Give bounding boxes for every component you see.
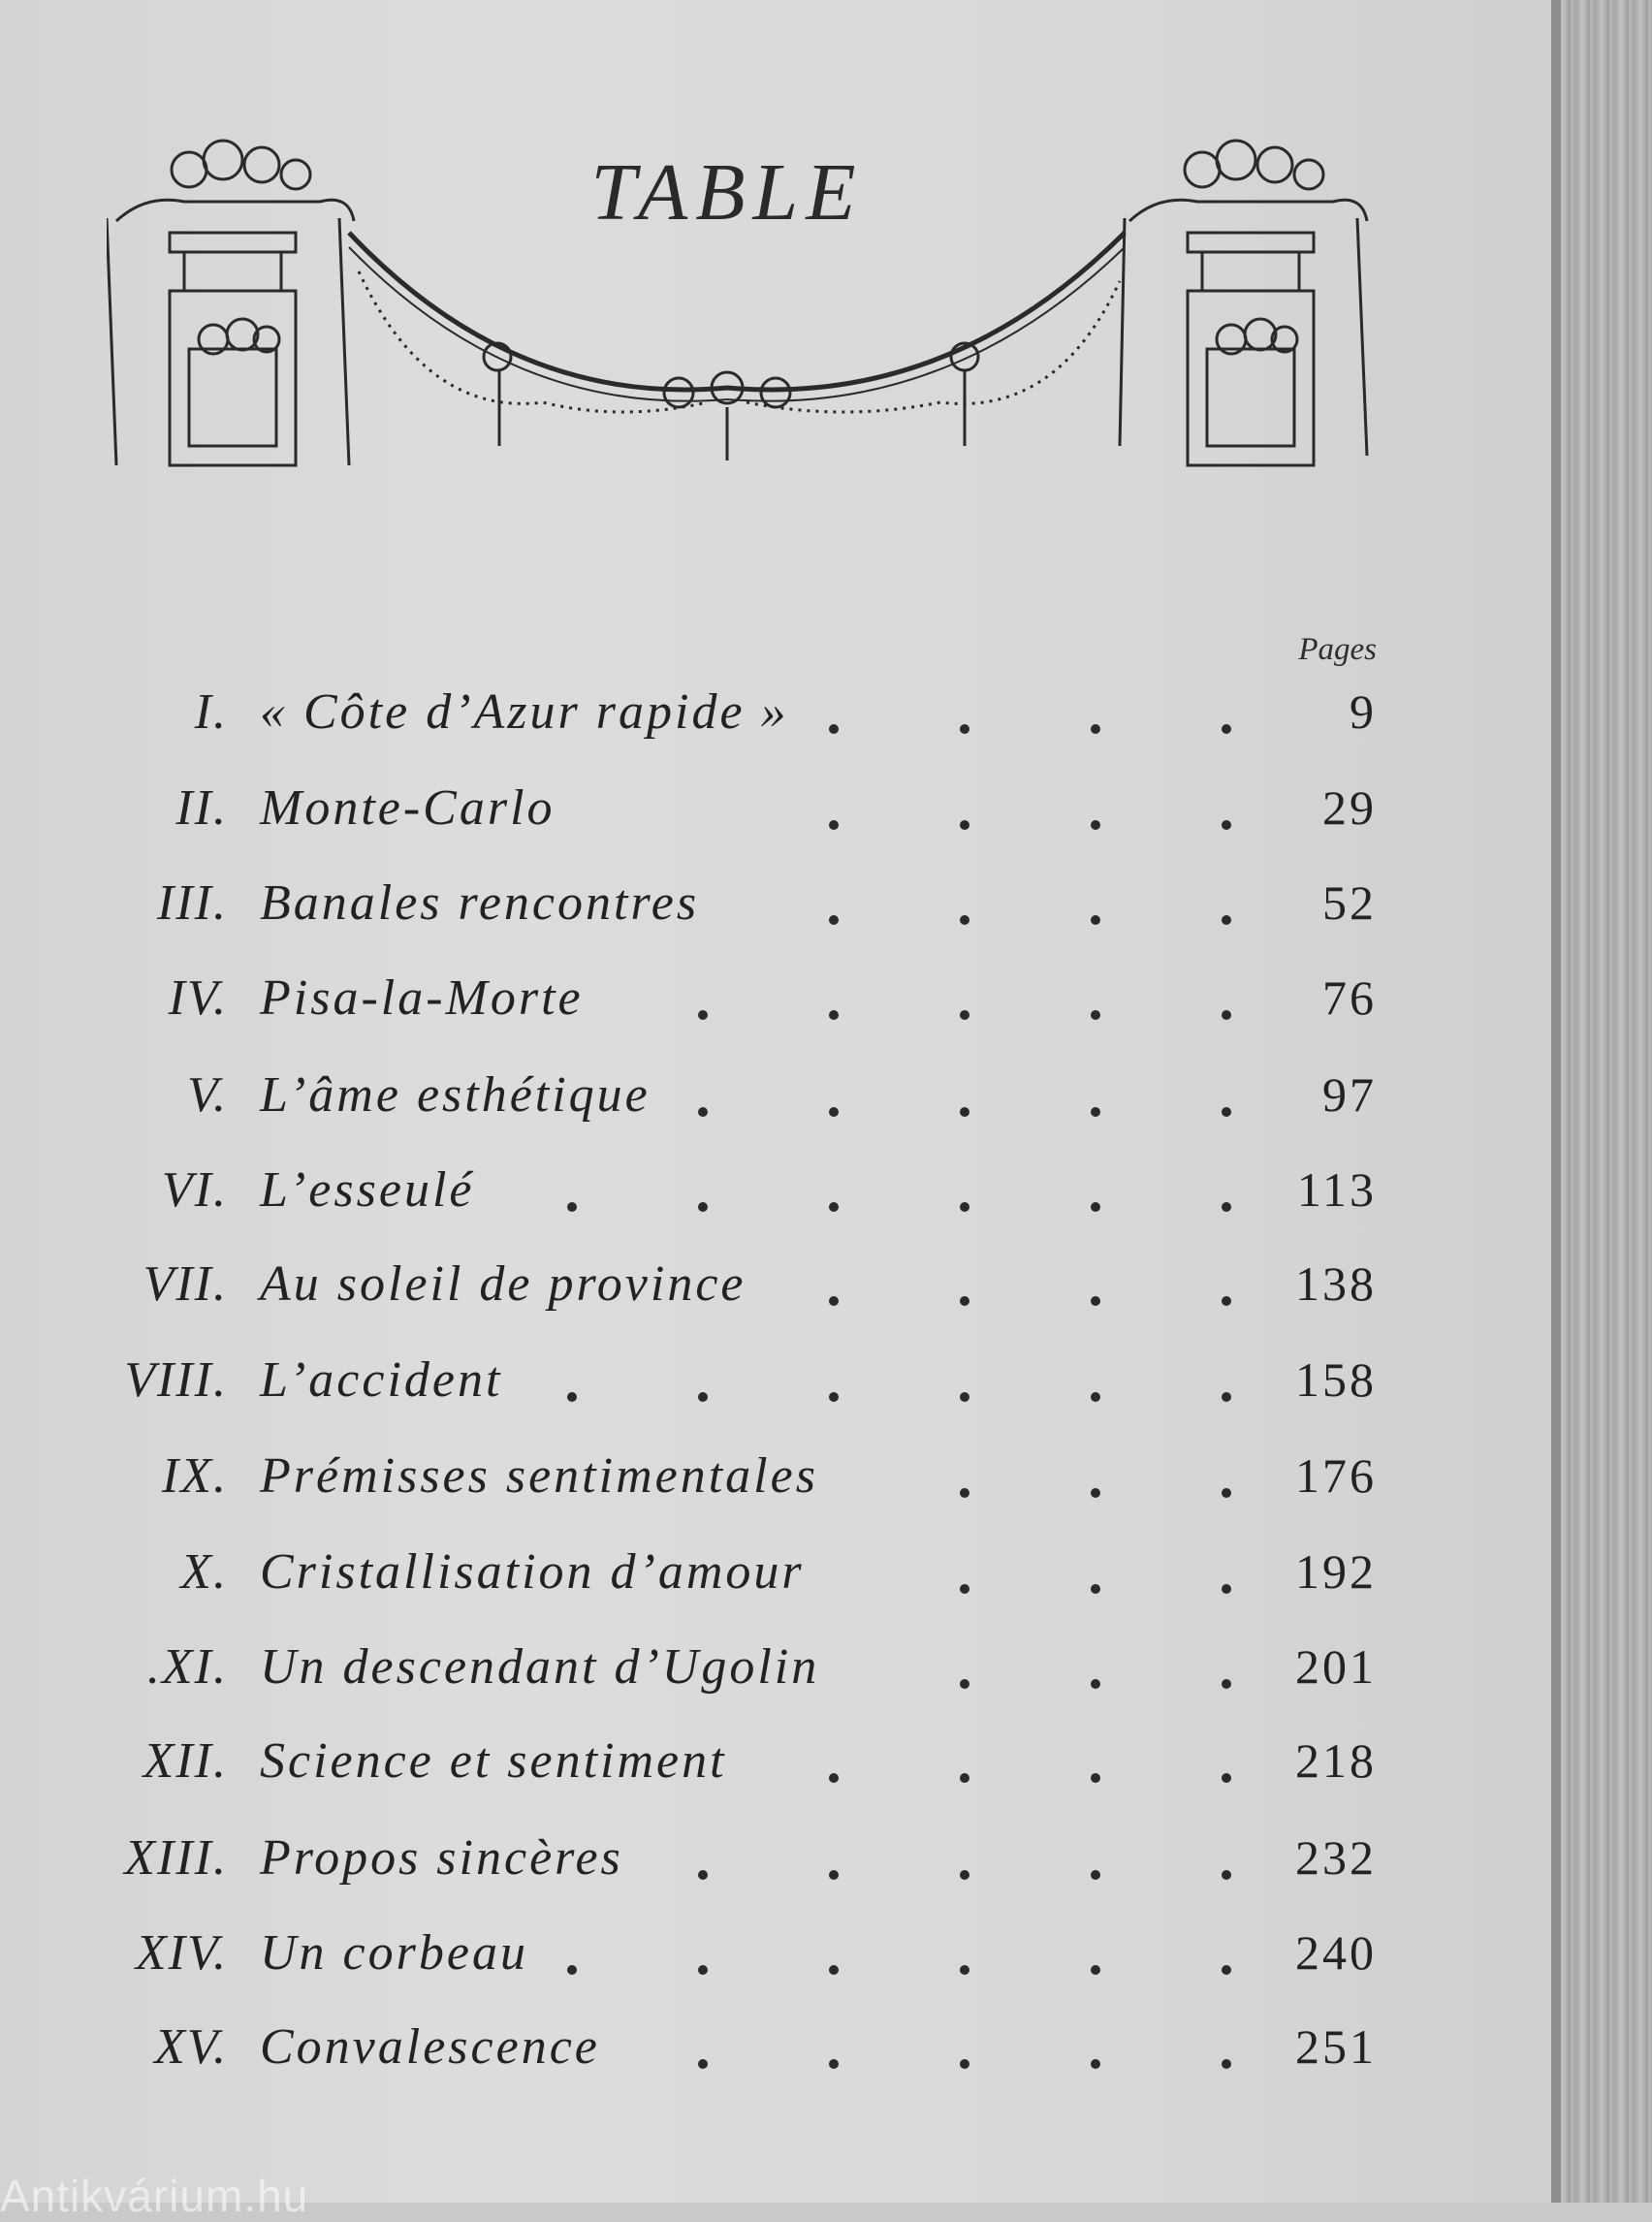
leader-dot — [567, 1392, 577, 1402]
toc-row — [0, 2018, 1551, 2096]
leader-dot — [1222, 1488, 1231, 1498]
chapter-numeral: XII. — [143, 1733, 228, 1789]
leader-dot — [698, 1870, 708, 1880]
toc-row — [0, 683, 1551, 761]
leader-dot — [698, 1010, 708, 1020]
leader-dot — [698, 2059, 708, 2069]
chapter-numeral: VIII. — [124, 1352, 228, 1408]
book-spine — [1551, 0, 1652, 2203]
leader-dot — [829, 820, 839, 830]
toc-row — [0, 1255, 1551, 1333]
chapter-title: « Côte d’Azur rapide » — [260, 684, 789, 740]
leader-dot — [829, 1773, 839, 1783]
chapter-title: Cristallisation d’amour — [260, 1544, 805, 1600]
chapter-numeral: X. — [180, 1544, 228, 1600]
leader-dot — [1222, 1010, 1231, 1020]
toc-row — [0, 1732, 1551, 1810]
leader-dot — [698, 1965, 708, 1975]
chapter-numeral: IX. — [161, 1448, 228, 1504]
chapter-numeral: XIV. — [135, 1925, 228, 1981]
pages-column-label: Pages — [1298, 632, 1377, 667]
page-number: 158 — [1295, 1352, 1377, 1407]
page-number: 201 — [1295, 1639, 1377, 1694]
leader-dot — [1222, 1965, 1231, 1975]
chapter-title: Science et sentiment — [260, 1733, 727, 1789]
leader-dot — [1222, 1202, 1231, 1212]
leader-dot — [1222, 2059, 1231, 2069]
toc-row — [0, 779, 1551, 857]
leader-dot — [960, 1773, 969, 1783]
leader-dot — [1091, 1296, 1100, 1306]
leader-dot — [829, 724, 839, 734]
leader-dot — [1091, 1679, 1100, 1689]
leader-dot — [960, 1296, 969, 1306]
page-number: 218 — [1295, 1733, 1377, 1788]
page-number: 76 — [1322, 970, 1377, 1025]
chapter-numeral: VI. — [161, 1162, 228, 1218]
leader-dot — [829, 1965, 839, 1975]
page-number: 97 — [1322, 1067, 1377, 1122]
chapter-title: Pisa-la-Morte — [260, 970, 584, 1026]
chapter-title: Convalescence — [260, 2019, 600, 2075]
leader-dot — [698, 1107, 708, 1117]
leader-dot — [829, 1870, 839, 1880]
leader-dot — [829, 1392, 839, 1402]
page-number: 29 — [1322, 780, 1377, 835]
leader-dot — [960, 1107, 969, 1117]
leader-dot — [1091, 915, 1100, 925]
page-number: 9 — [1350, 684, 1377, 739]
leader-dot — [960, 1392, 969, 1402]
page-number: 138 — [1295, 1256, 1377, 1311]
leader-dot — [1091, 1107, 1100, 1117]
chapter-numeral: XV. — [154, 2019, 228, 2075]
leader-dot — [1091, 2059, 1100, 2069]
leader-dot — [1091, 1584, 1100, 1594]
toc-row — [0, 1638, 1551, 1716]
chapter-title: Un descendant d’Ugolin — [260, 1639, 820, 1695]
toc-row — [0, 1543, 1551, 1621]
leader-dot — [1091, 1392, 1100, 1402]
page-number: 52 — [1322, 875, 1377, 930]
leader-dot — [829, 1107, 839, 1117]
leader-dot — [829, 915, 839, 925]
leader-dot — [960, 1584, 969, 1594]
leader-dot — [960, 915, 969, 925]
toc-row — [0, 969, 1551, 1047]
leader-dot — [1222, 724, 1231, 734]
chapter-numeral: .XI. — [146, 1639, 228, 1695]
chapter-numeral: IV. — [168, 970, 228, 1026]
leader-dot — [1222, 1870, 1231, 1880]
leader-dot — [1091, 1202, 1100, 1212]
page-number: 251 — [1295, 2019, 1377, 2074]
leader-dot — [1222, 1584, 1231, 1594]
leader-dot — [1222, 820, 1231, 830]
chapter-title: Prémisses sentimentales — [260, 1448, 818, 1504]
toc-row — [0, 1161, 1551, 1239]
leader-dot — [1222, 1773, 1231, 1783]
leader-dot — [698, 1202, 708, 1212]
chapter-title: L’âme esthétique — [260, 1067, 651, 1123]
leader-dot — [567, 1965, 577, 1975]
chapter-title: Un corbeau — [260, 1925, 528, 1981]
leader-dot — [960, 1679, 969, 1689]
page-number: 240 — [1295, 1925, 1377, 1980]
leader-dot — [960, 1870, 969, 1880]
leader-dot — [1222, 915, 1231, 925]
leader-dot — [960, 2059, 969, 2069]
leader-dot — [698, 1392, 708, 1402]
page-number: 192 — [1295, 1544, 1377, 1599]
leader-dot — [1222, 1392, 1231, 1402]
toc-row — [0, 1924, 1551, 2002]
page-number: 176 — [1295, 1448, 1377, 1503]
leader-dot — [1091, 1010, 1100, 1020]
page-number: 232 — [1295, 1830, 1377, 1885]
toc-row — [0, 1829, 1551, 1907]
leader-dot — [829, 2059, 839, 2069]
leader-dot — [1091, 1965, 1100, 1975]
leader-dot — [829, 1296, 839, 1306]
leader-dot — [960, 1965, 969, 1975]
chapter-numeral: V. — [186, 1067, 228, 1123]
leader-dot — [829, 1010, 839, 1020]
leader-dot — [960, 1202, 969, 1212]
leader-dot — [960, 820, 969, 830]
chapter-numeral: I. — [194, 684, 228, 740]
chapter-title: L’esseulé — [260, 1162, 475, 1218]
chapter-title: Banales rencontres — [260, 875, 700, 931]
chapter-numeral: III. — [157, 875, 228, 931]
chapter-numeral: VII. — [143, 1256, 228, 1312]
leader-dot — [829, 1202, 839, 1212]
leader-dot — [1091, 724, 1100, 734]
page-number: 113 — [1296, 1162, 1377, 1217]
leader-dot — [960, 1488, 969, 1498]
leader-dot — [1091, 1773, 1100, 1783]
toc-row — [0, 1351, 1551, 1429]
chapter-title: Au soleil de province — [260, 1256, 747, 1312]
chapter-title: Monte-Carlo — [260, 780, 556, 836]
chapter-numeral: XIII. — [124, 1830, 228, 1886]
watermark: Antikvárium.hu — [0, 2171, 309, 2221]
page-title: TABLE — [590, 147, 864, 238]
toc-row — [0, 874, 1551, 952]
leader-dot — [960, 1010, 969, 1020]
leader-dot — [1222, 1107, 1231, 1117]
chapter-numeral: II. — [175, 780, 228, 836]
chapter-title: Propos sincères — [260, 1830, 623, 1886]
leader-dot — [1091, 1488, 1100, 1498]
leader-dot — [960, 724, 969, 734]
leader-dot — [1222, 1296, 1231, 1306]
chapter-title: L’accident — [260, 1352, 503, 1408]
leader-dot — [567, 1202, 577, 1212]
leader-dot — [1091, 820, 1100, 830]
toc-row — [0, 1447, 1551, 1525]
leader-dot — [1222, 1679, 1231, 1689]
leader-dot — [1091, 1870, 1100, 1880]
toc-row — [0, 1066, 1551, 1144]
